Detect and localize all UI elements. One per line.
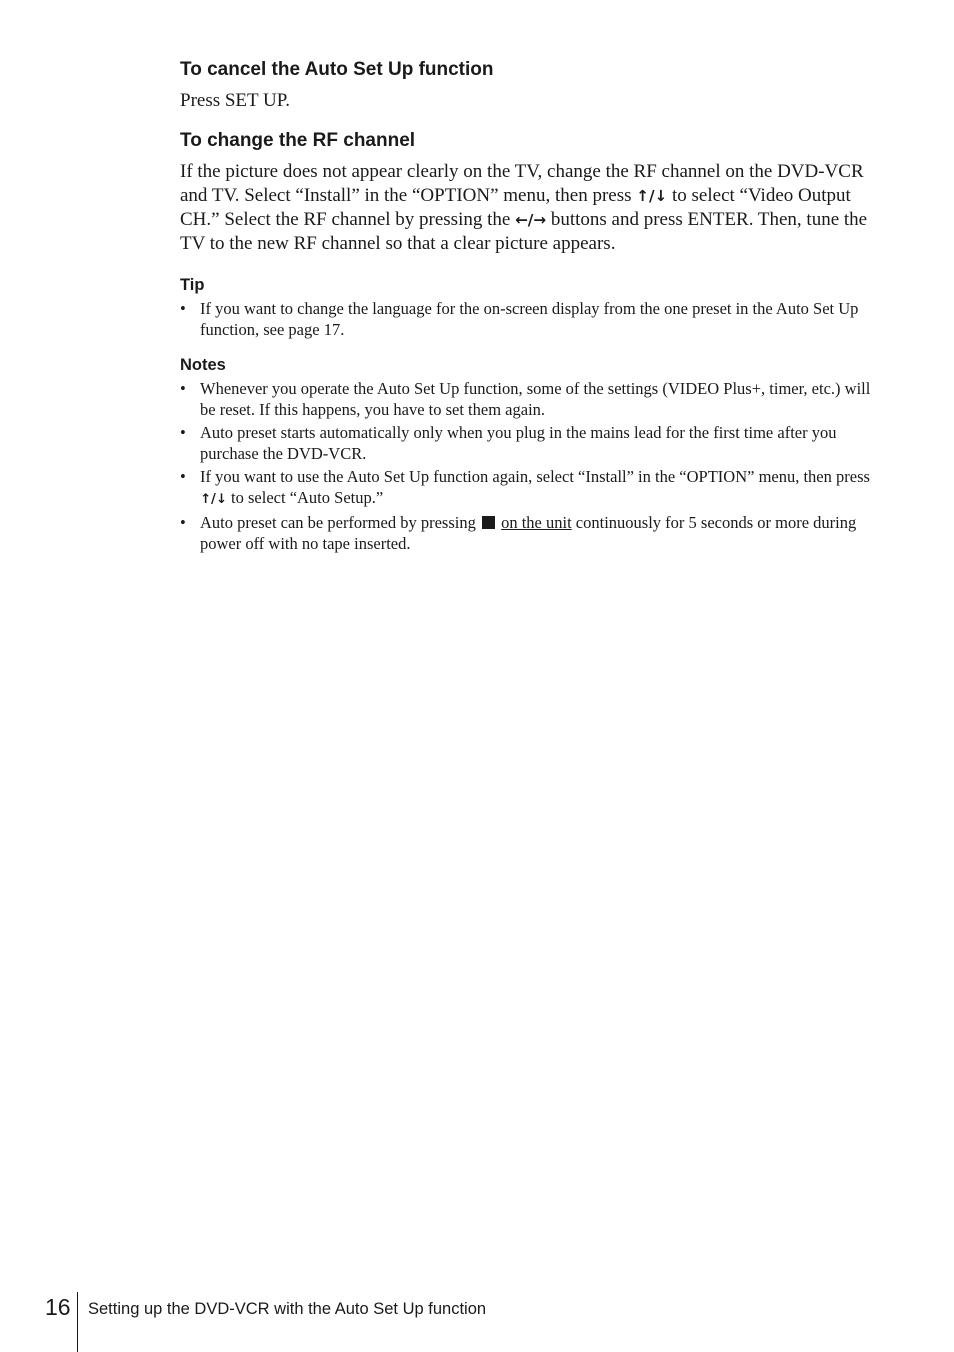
tip-list xyxy=(180,299,874,340)
note-item xyxy=(180,379,874,420)
on-the-unit-text: on the unit xyxy=(501,513,572,532)
note-item xyxy=(180,423,874,464)
page-content xyxy=(180,58,874,557)
cancel-heading: To cancel the Auto Set Up function xyxy=(180,59,494,80)
rf-text-part2: to select “Video Output CH.” Select the RF channel by pressing the xyxy=(180,185,851,230)
rf-text-part1: If the picture does not appear clearly on the TV, change the RF channel on the DVD-VCR and TV. Select “Install” in the “OPTION” menu, then press xyxy=(180,161,864,206)
note-item xyxy=(180,467,874,510)
stop-button-icon xyxy=(482,516,495,529)
note-item-text-b: to select “Auto Setup.” xyxy=(226,487,384,507)
left-right-arrows-icon: ←/→ xyxy=(515,211,547,229)
notes-list xyxy=(180,379,874,554)
bullet-icon: • xyxy=(180,299,186,318)
note-item-text: Whenever you operate the Auto Set Up function, some of the settings (VIDEO Plus+, timer, etc.) will be reset. If this happens, you have to set them again. xyxy=(200,379,871,419)
note-item-text-a: Auto preset can be performed by pressing xyxy=(200,513,480,532)
tip-heading: Tip xyxy=(180,276,205,294)
bullet-icon: • xyxy=(180,467,186,486)
note-item-text: Auto preset starts automatically only when you plug in the mains lead for the first time after you purchase the DVD-VCR. xyxy=(200,423,837,463)
rf-channel-body xyxy=(180,160,874,256)
note-item xyxy=(180,513,874,554)
bullet-icon: • xyxy=(180,423,186,442)
cancel-body: Press SET UP. xyxy=(180,90,290,111)
footer-section-title: Setting up the DVD-VCR with the Auto Set Up function xyxy=(88,1300,487,1318)
up-down-arrows-icon: ↑/↓ xyxy=(636,187,668,205)
note-item-text-b: continuously for 5 seconds or more during power off with no tape inserted. xyxy=(200,513,857,553)
note-item-text-a: If you want to use the Auto Set Up function again, select “Install” in the “OPTION” menu, then press xyxy=(200,467,870,486)
bullet-icon: • xyxy=(180,379,186,398)
rf-text-part3: buttons and press ENTER. Then, tune the TV to the new RF channel so that a clear picture appears. xyxy=(180,209,868,254)
page-number: 16 xyxy=(45,1294,71,1320)
footer-divider xyxy=(77,1292,78,1352)
tip-item xyxy=(180,299,874,340)
bullet-icon: • xyxy=(180,513,186,532)
up-down-arrows-icon: ↑/↓ xyxy=(200,491,227,507)
rf-channel-heading: To change the RF channel xyxy=(180,130,416,151)
tip-item-text: If you want to change the language for the on-screen display from the one preset in the Auto Set Up function, see page 17. xyxy=(200,299,859,339)
notes-heading: Notes xyxy=(180,356,226,374)
